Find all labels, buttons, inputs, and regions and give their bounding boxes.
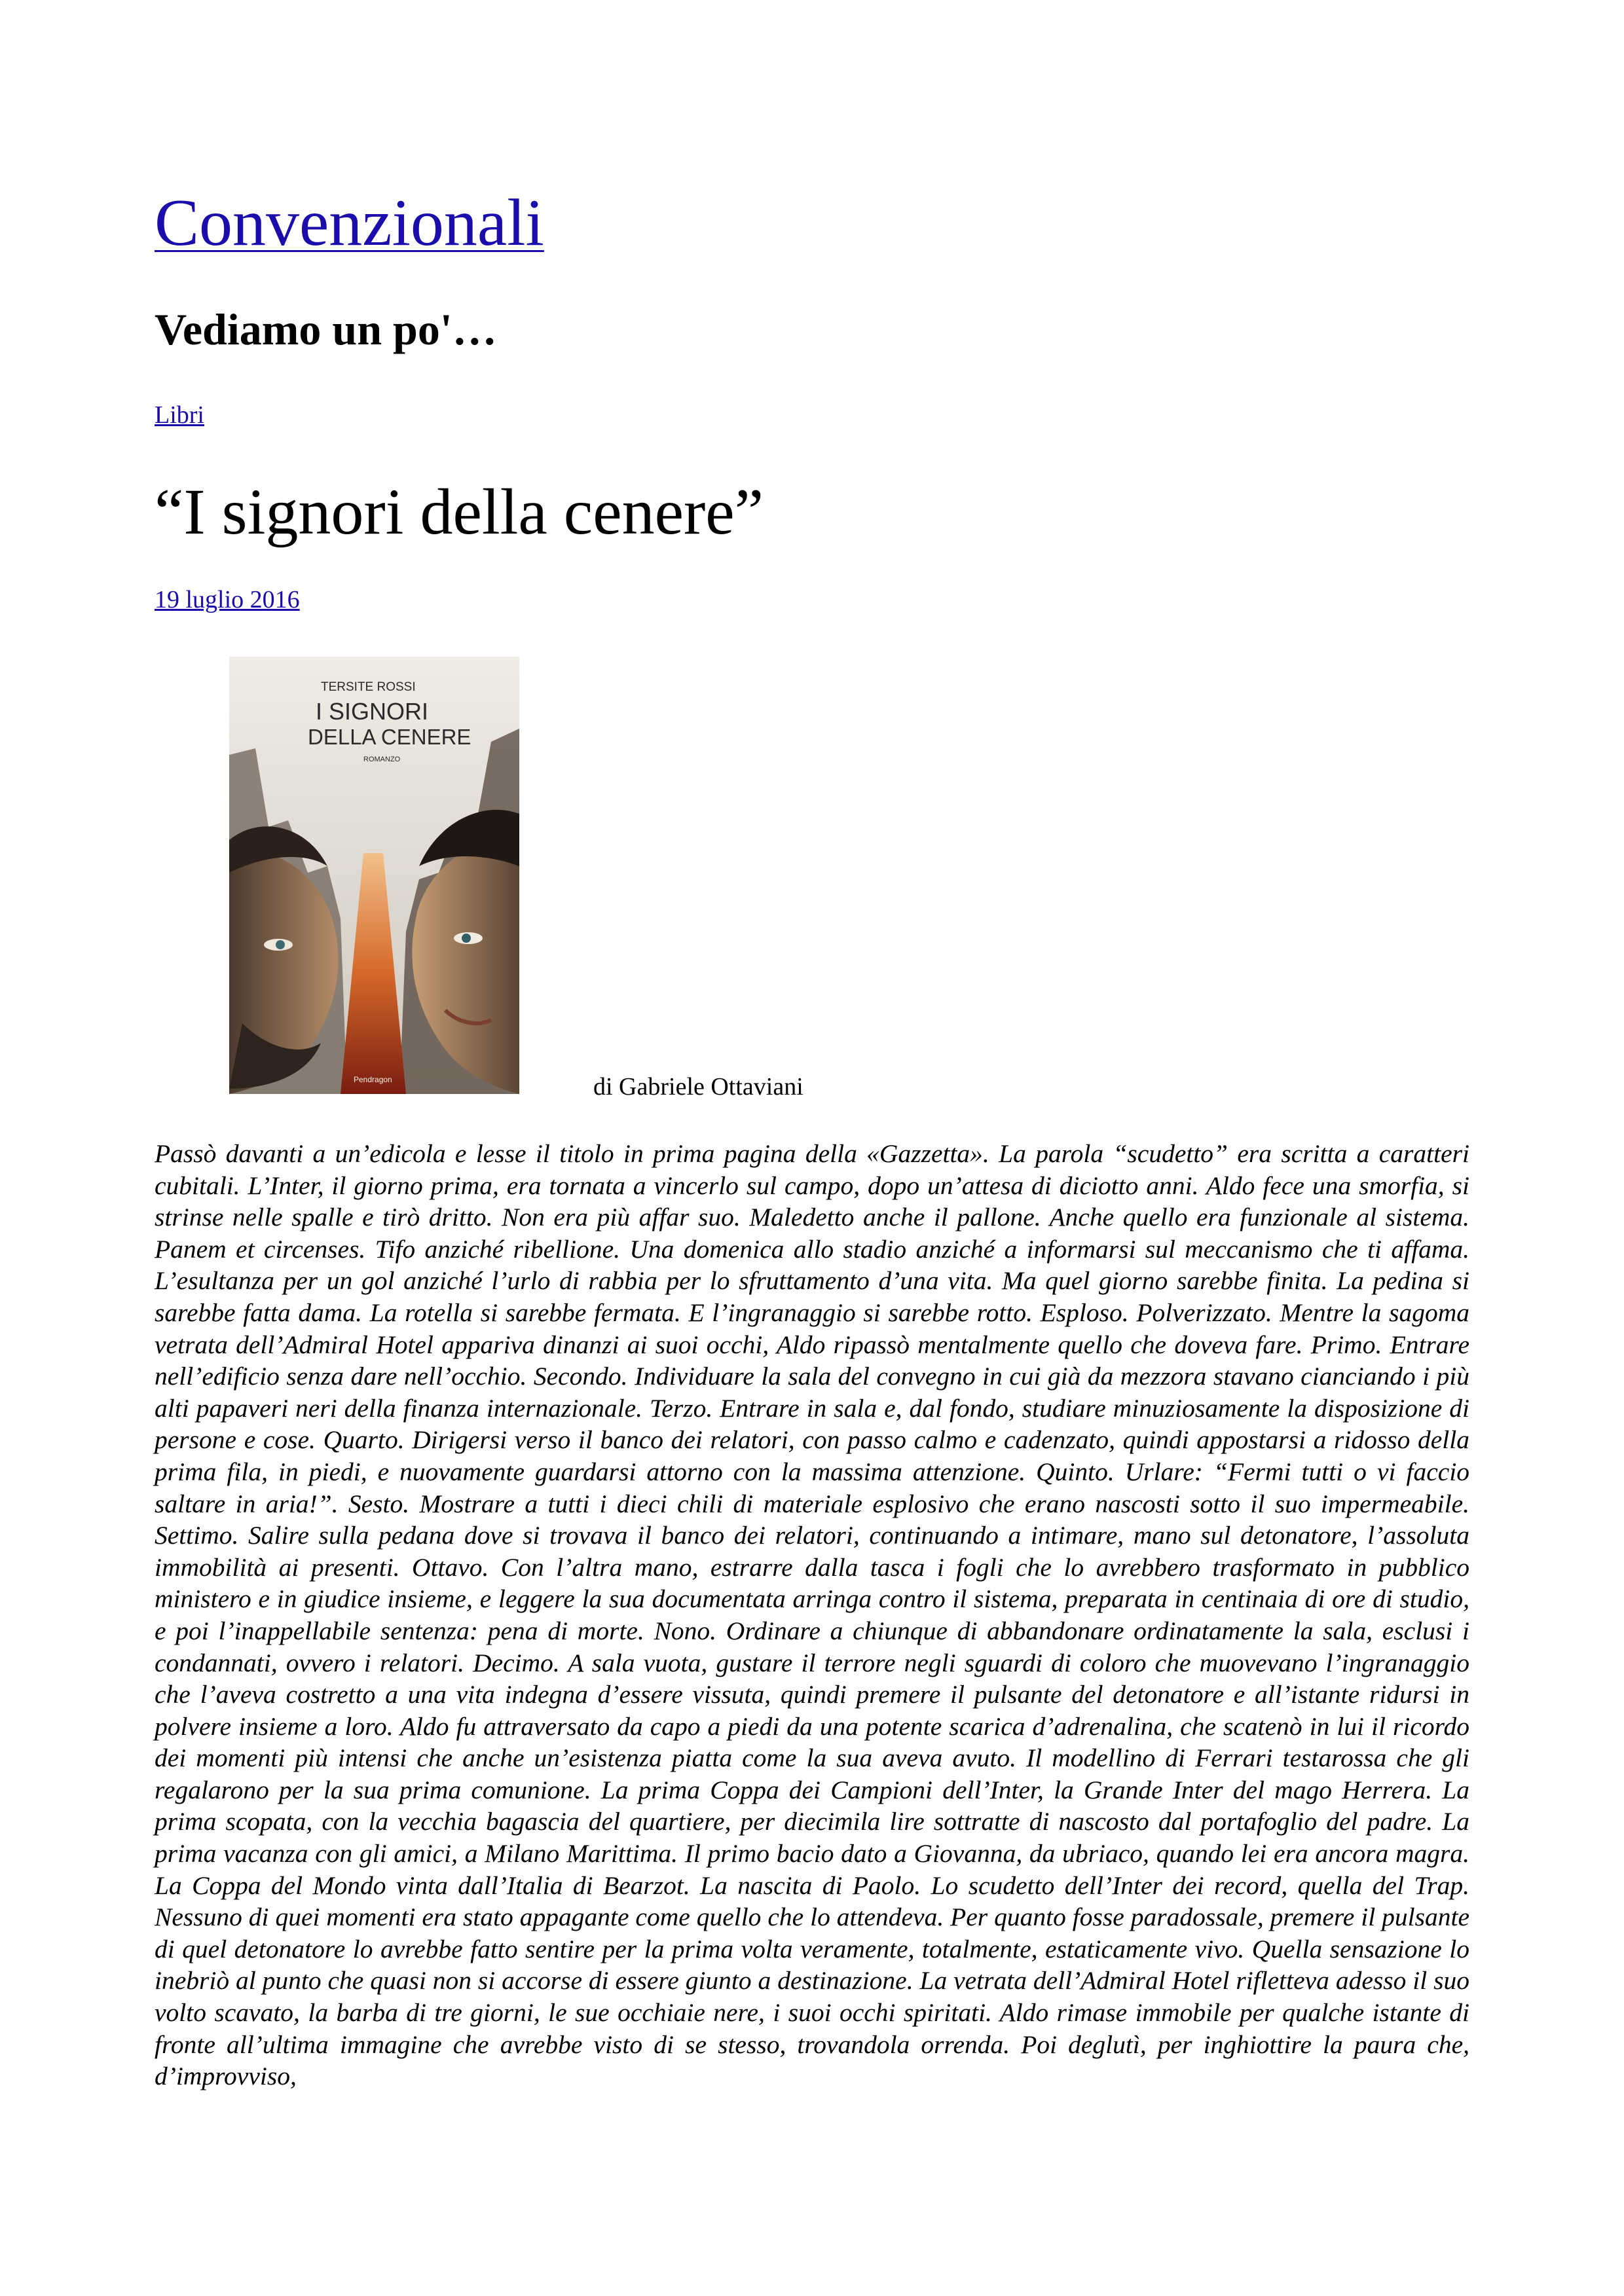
cover-publisher-text: Pendragon bbox=[354, 1075, 392, 1084]
article-body-text: Passò davanti a un’edicola e lesse il titolo in prima pagina della «Gazzetta». La parola “scudetto” era scritta a caratteri cubitali. L’Inter, il giorno prima, era tornata a vincerlo sul campo, dopo un’attesa di diciotto anni. Aldo fece una smorfia, si strinse nelle spalle e tirò dritto. Non era più affar suo. Maledetto anche il pallone. Anche quello era funzionale al sistema. Panem et circenses. Tifo anziché ribellione. Una domenica allo stadio anziché a informarsi sul meccanismo che ti affama. L’esultanza per un gol anziché l’urlo di rabbia per lo sfruttamento d’una vita. Ma quel giorno sarebbe finita. La pedina si sarebbe fatta dama. La rotella si sarebbe fermata. E l’ingranaggio si sarebbe rotto. Esploso. Polverizzato. Mentre la sagoma vetrata dell’Admiral Hotel appariva dinanzi ai suoi occhi, Aldo ripassò mentalmente quello che doveva fare. Primo. Entrare nell’edificio senza dare nell’occhio. Secondo. Individuare la sala del convegno in cui già da mezzora stavano cianciando i più alti papaveri neri della finanza internazionale. Terzo. Entrare in sala e, dal fondo, studiare minuziosamente la disposizione di persone e cose. Quarto. Dirigersi verso il banco dei relatori, con passo calmo e cadenzato, quindi appostarsi a ridosso della prima fila, in piedi, e nuovamente guardarsi attorno con la massima attenzione. Quinto. Urlare: “Fermi tutti o vi faccio saltare in aria!”. Sesto. Mostrare a tutti i dieci chili di materiale esplosivo che erano nascosti sotto il suo impermeabile. Settimo. Salire sulla pedana dove si trovava il banco dei relatori, continuando a intimare, mano sul detonatore, l’assoluta immobilità ai presenti. Ottavo. Con l’altra mano, estrarre dalla tasca i fogli che lo avrebbero trasformato in pubblico ministero e in giudice insieme, e leggere la sua documentata arringa contro il sistema, preparata in centinaia di ore di studio, e poi l’inappellabile sentenza: pena di morte. Nono. Ordinare a chiunque di abbandonare ordinatamente la sala, esclusi i condannati, ovvero i relatori. Decimo. A sala vuota, gustare il terrore negli sguardi di coloro che muovevano l’ingranaggio che l’aveva costretto a una vita indegna d’essere vissuta, quindi premere il pulsante del detonatore e all’istante ridursi in polvere insieme a loro. Aldo fu attraversato da capo a piedi da una potente scarica d’adrenalina, che scatenò in lui il ricordo dei momenti più intensi che anche un’esistenza piatta come la sua aveva avuto. Il modellino di Ferrari testarossa che gli regalarono per la sua prima comunione. La prima Coppa dei Campioni dell’Inter, la Grande Inter del mago Herrera. La prima scopata, con la vecchia bagascia del quartiere, per diecimila lire sottratte di nascosto dal portafoglio del padre. La prima vacanza con gli amici, a Milano Marittima. Il primo bacio dato a Giovanna, da ubriaco, quando lei era ancora magra. La Coppa del Mondo vinta dall’Italia di Bearzot. La nascita di Paolo. Lo scudetto dell’Inter dei record, quella del Trap. Nessuno di quei momenti era stato appagante come quello che lo attendeva. Per quanto fosse paradossale, premere il pulsante di quel detonatore lo avrebbe fatto sentire per la prima volta veramente, totalmente, estaticamente vivo. Quella sensazione lo inebriò al punto che quasi non si accorse di essere giunto a destinazione. La vetrata dell’Admiral Hotel rifletteva adesso il suo volto scavato, la barba di tre giorni, le sue occhiaie nere, i suoi occhi spiritati. Aldo rimase immobile per qualche istante di fronte all’ultima immagine che avrebbe visto di se stesso, trovandola orrenda. Poi deglutì, per inghiottire la paura che, d’improvviso, bbox=[155, 1139, 1469, 2091]
cover-title-line2: DELLA CENERE bbox=[308, 725, 471, 749]
post-date-link[interactable]: 19 luglio 2016 bbox=[155, 586, 300, 613]
site-tagline: Vediamo un po'… bbox=[155, 304, 497, 354]
cover-author-text: TERSITE ROSSI bbox=[321, 680, 416, 694]
cover-genre-text: ROMANZO bbox=[363, 756, 401, 763]
post-title: “I signori della cenere” bbox=[155, 475, 764, 548]
author-byline: di Gabriele Ottaviani bbox=[593, 1073, 803, 1101]
category-link[interactable]: Libri bbox=[155, 401, 204, 429]
book-cover-illustration bbox=[229, 657, 519, 1094]
book-cover-image bbox=[229, 657, 519, 1094]
site-title-link[interactable]: Convenzionali bbox=[155, 186, 544, 260]
cover-title-line1: I SIGNORI bbox=[316, 698, 429, 725]
